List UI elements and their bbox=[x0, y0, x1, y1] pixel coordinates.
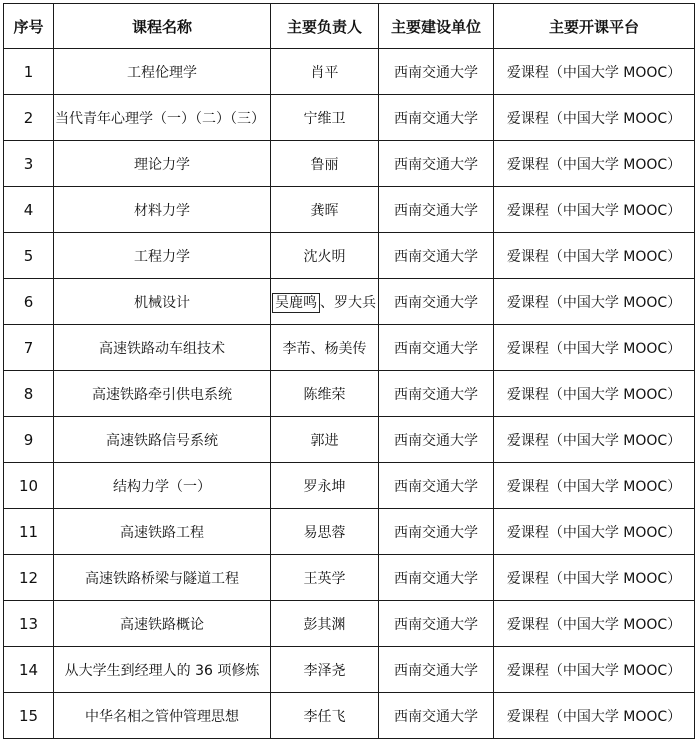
cell-lead: 沈火明 bbox=[271, 233, 379, 279]
cell-no: 2 bbox=[4, 95, 54, 141]
cell-unit: 西南交通大学 bbox=[379, 95, 494, 141]
cell-no: 14 bbox=[4, 647, 54, 693]
cell-lead: 宁维卫 bbox=[271, 95, 379, 141]
table-row bbox=[4, 141, 695, 187]
cell-no: 7 bbox=[4, 325, 54, 371]
header-no: 序号 bbox=[4, 4, 54, 49]
cell-platform: 爱课程（中国大学 MOOC） bbox=[494, 141, 695, 187]
cell-course: 高速铁路牵引供电系统 bbox=[54, 371, 271, 417]
cell-no: 9 bbox=[4, 417, 54, 463]
cell-course: 从大学生到经理人的 36 项修炼 bbox=[54, 647, 271, 693]
cell-platform: 爱课程（中国大学 MOOC） bbox=[494, 49, 695, 95]
header-lead: 主要负责人 bbox=[271, 4, 379, 49]
cell-lead: 李任飞 bbox=[271, 693, 379, 739]
cell-course: 高速铁路概论 bbox=[54, 601, 271, 647]
course-table bbox=[3, 3, 695, 739]
cell-no: 11 bbox=[4, 509, 54, 555]
cell-no: 5 bbox=[4, 233, 54, 279]
table-row bbox=[4, 279, 695, 325]
cell-no: 13 bbox=[4, 601, 54, 647]
course-table-container bbox=[3, 3, 695, 739]
cell-lead: 李芾、杨美传 bbox=[271, 325, 379, 371]
cell-course: 工程伦理学 bbox=[54, 49, 271, 95]
cell-no: 3 bbox=[4, 141, 54, 187]
table-body bbox=[4, 49, 695, 739]
cell-unit: 西南交通大学 bbox=[379, 463, 494, 509]
cell-unit: 西南交通大学 bbox=[379, 49, 494, 95]
table-row bbox=[4, 647, 695, 693]
cell-lead: 李泽尧 bbox=[271, 647, 379, 693]
cell-lead: 易思蓉 bbox=[271, 509, 379, 555]
cell-lead: 陈维荣 bbox=[271, 371, 379, 417]
cell-no: 1 bbox=[4, 49, 54, 95]
cell-lead: 鲁丽 bbox=[271, 141, 379, 187]
cell-unit: 西南交通大学 bbox=[379, 647, 494, 693]
cell-unit: 西南交通大学 bbox=[379, 555, 494, 601]
lead-secondary: 、罗大兵 bbox=[320, 294, 376, 311]
cell-course: 工程力学 bbox=[54, 233, 271, 279]
cell-platform: 爱课程（中国大学 MOOC） bbox=[494, 647, 695, 693]
cell-lead: 王英学 bbox=[271, 555, 379, 601]
table-row bbox=[4, 509, 695, 555]
cell-lead: 肖平 bbox=[271, 49, 379, 95]
cell-course: 高速铁路动车组技术 bbox=[54, 325, 271, 371]
cell-unit: 西南交通大学 bbox=[379, 279, 494, 325]
cell-unit: 西南交通大学 bbox=[379, 325, 494, 371]
cell-course: 理论力学 bbox=[54, 141, 271, 187]
cell-no: 6 bbox=[4, 279, 54, 325]
table-row bbox=[4, 463, 695, 509]
table-row bbox=[4, 95, 695, 141]
table-row bbox=[4, 417, 695, 463]
cell-unit: 西南交通大学 bbox=[379, 187, 494, 233]
cell-course: 中华名相之管仲管理思想 bbox=[54, 693, 271, 739]
cell-platform: 爱课程（中国大学 MOOC） bbox=[494, 555, 695, 601]
cell-no: 15 bbox=[4, 693, 54, 739]
table-row bbox=[4, 601, 695, 647]
header-unit: 主要建设单位 bbox=[379, 4, 494, 49]
header-row bbox=[4, 4, 695, 49]
header-course: 课程名称 bbox=[54, 4, 271, 49]
cell-no: 10 bbox=[4, 463, 54, 509]
cell-course: 当代青年心理学（一）（二）（三） bbox=[54, 95, 271, 141]
table-row bbox=[4, 693, 695, 739]
cell-course: 高速铁路桥梁与隧道工程 bbox=[54, 555, 271, 601]
cell-lead bbox=[271, 279, 379, 325]
cell-course: 材料力学 bbox=[54, 187, 271, 233]
cell-course: 机械设计 bbox=[54, 279, 271, 325]
cell-platform: 爱课程（中国大学 MOOC） bbox=[494, 233, 695, 279]
cell-no: 4 bbox=[4, 187, 54, 233]
lead-primary-boxed: 吴鹿鸣 bbox=[272, 293, 320, 313]
cell-platform: 爱课程（中国大学 MOOC） bbox=[494, 187, 695, 233]
cell-lead: 郭进 bbox=[271, 417, 379, 463]
cell-platform: 爱课程（中国大学 MOOC） bbox=[494, 279, 695, 325]
cell-platform: 爱课程（中国大学 MOOC） bbox=[494, 509, 695, 555]
table-row bbox=[4, 49, 695, 95]
header-platform: 主要开课平台 bbox=[494, 4, 695, 49]
cell-unit: 西南交通大学 bbox=[379, 417, 494, 463]
cell-platform: 爱课程（中国大学 MOOC） bbox=[494, 325, 695, 371]
cell-lead: 彭其渊 bbox=[271, 601, 379, 647]
cell-unit: 西南交通大学 bbox=[379, 233, 494, 279]
cell-platform: 爱课程（中国大学 MOOC） bbox=[494, 95, 695, 141]
cell-no: 8 bbox=[4, 371, 54, 417]
cell-course: 结构力学（一） bbox=[54, 463, 271, 509]
cell-platform: 爱课程（中国大学 MOOC） bbox=[494, 371, 695, 417]
cell-unit: 西南交通大学 bbox=[379, 371, 494, 417]
cell-unit: 西南交通大学 bbox=[379, 693, 494, 739]
cell-unit: 西南交通大学 bbox=[379, 141, 494, 187]
table-row bbox=[4, 371, 695, 417]
table-row bbox=[4, 325, 695, 371]
cell-unit: 西南交通大学 bbox=[379, 601, 494, 647]
table-row bbox=[4, 233, 695, 279]
cell-course: 高速铁路工程 bbox=[54, 509, 271, 555]
cell-lead: 龚晖 bbox=[271, 187, 379, 233]
cell-platform: 爱课程（中国大学 MOOC） bbox=[494, 601, 695, 647]
cell-no: 12 bbox=[4, 555, 54, 601]
cell-platform: 爱课程（中国大学 MOOC） bbox=[494, 693, 695, 739]
table-row bbox=[4, 555, 695, 601]
cell-lead: 罗永坤 bbox=[271, 463, 379, 509]
cell-platform: 爱课程（中国大学 MOOC） bbox=[494, 463, 695, 509]
cell-unit: 西南交通大学 bbox=[379, 509, 494, 555]
table-row bbox=[4, 187, 695, 233]
cell-platform: 爱课程（中国大学 MOOC） bbox=[494, 417, 695, 463]
cell-course: 高速铁路信号系统 bbox=[54, 417, 271, 463]
